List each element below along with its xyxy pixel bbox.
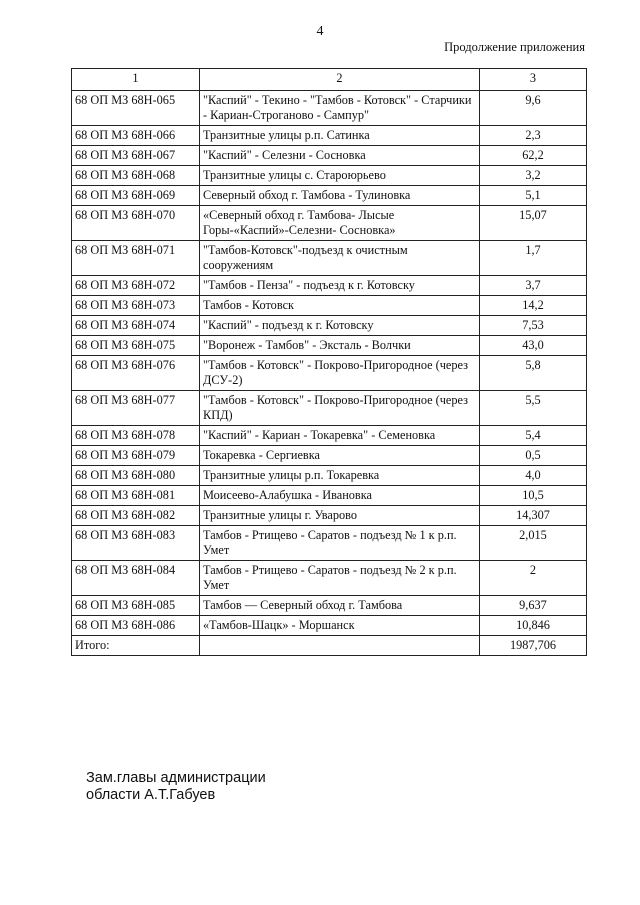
road-name-cell: Транзитные улицы р.п. Токаревка [200, 466, 480, 486]
road-length-cell: 10,5 [480, 486, 587, 506]
road-length-cell: 7,53 [480, 316, 587, 336]
road-code-cell: 68 ОП МЗ 68Н-083 [72, 526, 200, 561]
road-length-cell: 5,5 [480, 391, 587, 426]
table-row [72, 316, 587, 336]
total-label: Итого: [72, 636, 200, 656]
table-row [72, 296, 587, 316]
table-row [72, 186, 587, 206]
table-row [72, 526, 587, 561]
road-name-cell: Тамбов - Котовск [200, 296, 480, 316]
road-code-cell: 68 ОП МЗ 68Н-079 [72, 446, 200, 466]
road-code-cell: 68 ОП МЗ 68Н-085 [72, 596, 200, 616]
road-name-cell: "Каспий" - Селезни - Сосновка [200, 146, 480, 166]
road-length-cell: 3,2 [480, 166, 587, 186]
road-code-cell: 68 ОП МЗ 68Н-081 [72, 486, 200, 506]
road-code-cell: 68 ОП МЗ 68Н-075 [72, 336, 200, 356]
table-row [72, 391, 587, 426]
road-code-cell: 68 ОП МЗ 68Н-077 [72, 391, 200, 426]
road-code-cell: 68 ОП МЗ 68Н-078 [72, 426, 200, 446]
road-name-cell: «Тамбов-Шацк» - Моршанск [200, 616, 480, 636]
road-name-cell: "Тамбов - Пенза" - подъезд к г. Котовску [200, 276, 480, 296]
road-name-cell: Моисеево-Алабушка - Ивановка [200, 486, 480, 506]
road-name-cell: "Каспий" - Кариан - Токаревка" - Семеновка [200, 426, 480, 446]
road-length-cell: 4,0 [480, 466, 587, 486]
signature-position: Зам.главы администрации [86, 770, 266, 786]
table-row [72, 276, 587, 296]
road-name-cell: Транзитные улицы с. Староюрьево [200, 166, 480, 186]
road-name-cell: «Северный обход г. Тамбова- Лысые Горы-«Каспий»-Селезни- Сосновка» [200, 206, 480, 241]
road-length-cell: 14,307 [480, 506, 587, 526]
road-length-cell: 3,7 [480, 276, 587, 296]
road-length-cell: 2,3 [480, 126, 587, 146]
road-length-cell: 14,2 [480, 296, 587, 316]
page-number: 4 [316, 24, 324, 39]
road-name-cell: "Каспий" - Текино - "Тамбов - Котовск" - Старчики - Кариан-Строганово - Сампур" [200, 91, 480, 126]
road-name-cell: Транзитные улицы г. Уварово [200, 506, 480, 526]
road-code-cell: 68 ОП МЗ 68Н-065 [72, 91, 200, 126]
road-length-cell: 1,7 [480, 241, 587, 276]
road-name-cell: Транзитные улицы р.п. Сатинка [200, 126, 480, 146]
road-name-cell: "Тамбов-Котовск"-подъезд к очистным сооружениям [200, 241, 480, 276]
road-code-cell: 68 ОП МЗ 68Н-086 [72, 616, 200, 636]
table-row [72, 466, 587, 486]
road-code-cell: 68 ОП МЗ 68Н-073 [72, 296, 200, 316]
signature-block [86, 770, 266, 804]
signature-name: области А.Т.Габуев [86, 787, 216, 803]
road-length-cell: 15,07 [480, 206, 587, 241]
road-length-cell: 5,1 [480, 186, 587, 206]
table-row [72, 336, 587, 356]
road-code-cell: 68 ОП МЗ 68Н-084 [72, 561, 200, 596]
table-row [72, 616, 587, 636]
table-row [72, 206, 587, 241]
table-row [72, 426, 587, 446]
table-row [72, 91, 587, 126]
road-code-cell: 68 ОП МЗ 68Н-066 [72, 126, 200, 146]
table-row [72, 166, 587, 186]
road-code-cell: 68 ОП МЗ 68Н-071 [72, 241, 200, 276]
table-row [72, 446, 587, 466]
road-length-cell: 2 [480, 561, 587, 596]
road-length-cell: 5,4 [480, 426, 587, 446]
table-row [72, 506, 587, 526]
continuation-label: Продолжение приложения [444, 40, 585, 54]
road-length-cell: 10,846 [480, 616, 587, 636]
table-row [72, 146, 587, 166]
roads-table [71, 68, 587, 656]
total-row [72, 636, 587, 656]
total-value: 1987,706 [480, 636, 587, 656]
road-length-cell: 5,8 [480, 356, 587, 391]
road-name-cell: Тамбов - Ртищево - Саратов - подъезд № 1 к р.п. Умет [200, 526, 480, 561]
road-length-cell: 9,6 [480, 91, 587, 126]
column-header: 1 [72, 69, 200, 91]
road-name-cell: Токаревка - Сергиевка [200, 446, 480, 466]
total-empty-cell [200, 636, 480, 656]
road-length-cell: 0,5 [480, 446, 587, 466]
road-code-cell: 68 ОП МЗ 68Н-080 [72, 466, 200, 486]
road-length-cell: 62,2 [480, 146, 587, 166]
road-name-cell: "Воронеж - Тамбов" - Эксталь - Волчки [200, 336, 480, 356]
table-row [72, 561, 587, 596]
road-name-cell: Северный обход г. Тамбова - Тулиновка [200, 186, 480, 206]
road-name-cell: Тамбов — Северный обход г. Тамбова [200, 596, 480, 616]
road-code-cell: 68 ОП МЗ 68Н-067 [72, 146, 200, 166]
road-length-cell: 9,637 [480, 596, 587, 616]
table-row [72, 126, 587, 146]
column-header: 2 [200, 69, 480, 91]
table-row [72, 486, 587, 506]
road-name-cell: "Тамбов - Котовск" - Покрово-Пригородное (через КПД) [200, 391, 480, 426]
road-name-cell: Тамбов - Ртищево - Саратов - подъезд № 2 к р.п. Умет [200, 561, 480, 596]
road-length-cell: 43,0 [480, 336, 587, 356]
table-row [72, 241, 587, 276]
table-header-row [72, 69, 587, 91]
road-code-cell: 68 ОП МЗ 68Н-068 [72, 166, 200, 186]
table-row [72, 596, 587, 616]
column-header: 3 [480, 69, 587, 91]
road-length-cell: 2,015 [480, 526, 587, 561]
road-name-cell: "Каспий" - подъезд к г. Котовску [200, 316, 480, 336]
table-row [72, 356, 587, 391]
road-code-cell: 68 ОП МЗ 68Н-076 [72, 356, 200, 391]
road-code-cell: 68 ОП МЗ 68Н-074 [72, 316, 200, 336]
road-code-cell: 68 ОП МЗ 68Н-072 [72, 276, 200, 296]
road-code-cell: 68 ОП МЗ 68Н-069 [72, 186, 200, 206]
road-name-cell: "Тамбов - Котовск" - Покрово-Пригородное (через ДСУ-2) [200, 356, 480, 391]
road-code-cell: 68 ОП МЗ 68Н-082 [72, 506, 200, 526]
road-code-cell: 68 ОП МЗ 68Н-070 [72, 206, 200, 241]
